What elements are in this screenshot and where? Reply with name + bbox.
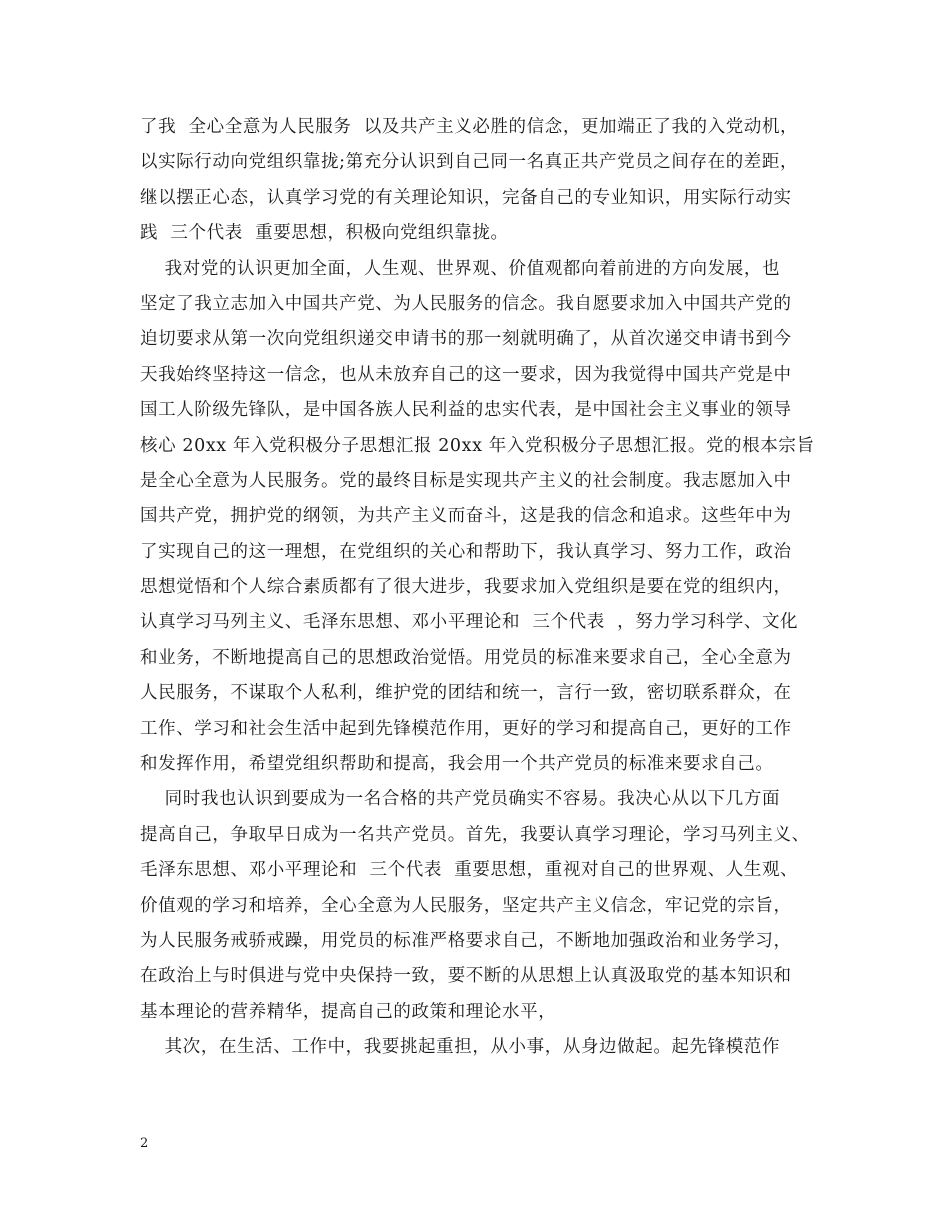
- text-line: 在政治上与时俱进与党中央保持一致，要不断的从思想上认真汲取党的基本知识和: [140, 966, 792, 987]
- text-line: 了我 全心全意为人民服务 以及共产主义必胜的信念，更加端正了我的入党动机，: [140, 117, 799, 137]
- page-number: 2: [140, 1136, 149, 1151]
- text-line: 坚定了我立志加入中国共产党、为人民服务的信念。我自愿要求加入中国共产党的: [140, 293, 792, 314]
- text-line: 同时我也认识到要成为一名合格的共产党员确实不容易。我决心从以下几方面: [140, 789, 781, 810]
- text-line: 迫切要求从第一次向党组织递交申请书的那一刻就明确了，从首次递交申请书到今: [140, 329, 792, 350]
- text-line: 为人民服务戒骄戒躁，用党员的标准严格要求自己，不断地加强政治和业务学习，: [140, 930, 792, 951]
- text-line: 核心 20xx 年入党积极分子思想汇报 20xx 年入党积极分子思想汇报。党的根本宗旨: [140, 435, 815, 456]
- body-text: [140, 110, 830, 1066]
- text-line: 人民服务，不谋取个人私利，维护党的团结和统一，言行一致，密切联系群众，在: [140, 683, 792, 704]
- text-line: 和发挥作用，希望党组织帮助和提高，我会用一个共产党员的标准来要求自己。: [140, 754, 774, 775]
- text-line: 价值观的学习和培养，全心全意为人民服务，坚定共产主义信念，牢记党的宗旨，: [140, 895, 792, 916]
- text-line: 践 三个代表 重要思想，积极向党组织靠拢。: [140, 223, 509, 244]
- text-line: 我对党的认识更加全面，人生观、世界观、价值观都向着前进的方向发展，也: [140, 258, 781, 279]
- text-line: 其次，在生活、工作中，我要挑起重担，从小事，从身边做起。起先锋模范作: [140, 1037, 781, 1058]
- text-line: 国共产党，拥护党的纲领，为共产主义而奋斗，这是我的信念和追求。这些年中为: [140, 506, 792, 527]
- text-line: 提高自己，争取早日成为一名共产党员。首先，我要认真学习理论，学习马列主义、: [140, 824, 810, 845]
- text-line: 思想觉悟和个人综合素质都有了很大进步，我要求加入党组织是要在党的组织内，: [140, 577, 792, 598]
- text-line: 工作、学习和社会生活中起到先锋模范作用，更好的学习和提高自己，更好的工作: [140, 718, 792, 739]
- text-line: 毛泽东思想、邓小平理论和 三个代表 重要思想，重视对自己的世界观、人生观、: [140, 860, 799, 881]
- text-line: 和业务，不断地提高自己的思想政治觉悟。用党员的标准来要求自己，全心全意为: [140, 647, 792, 668]
- text-line: 基本理论的营养精华，提高自己的政策和理论水平，: [140, 1001, 557, 1022]
- text-line: 继以摆正心态，认真学习党的有关理论知识，完备自己的专业知识，用实际行动实: [140, 187, 792, 208]
- text-line: 天我始终坚持这一信念，也从未放弃自己的这一要求，因为我觉得中国共产党是中: [140, 364, 792, 385]
- text-line: 认真学习马列主义、毛泽东思想、邓小平理论和 三个代表 ，努力学习科学、文化: [140, 612, 799, 633]
- text-line: 以实际行动向党组织靠拢;第充分认识到自己同一名真正共产党员之间存在的差距，: [140, 152, 799, 173]
- text-line: 是全心全意为人民服务。党的最终目标是实现共产主义的社会制度。我志愿加入中: [140, 470, 792, 491]
- text-line: 国工人阶级先锋队，是中国各族人民利益的忠实代表，是中国社会主义事业的领导: [140, 400, 792, 421]
- text-line: 了实现自己的这一理想，在党组织的关心和帮助下，我认真学习、努力工作，政治: [140, 541, 792, 562]
